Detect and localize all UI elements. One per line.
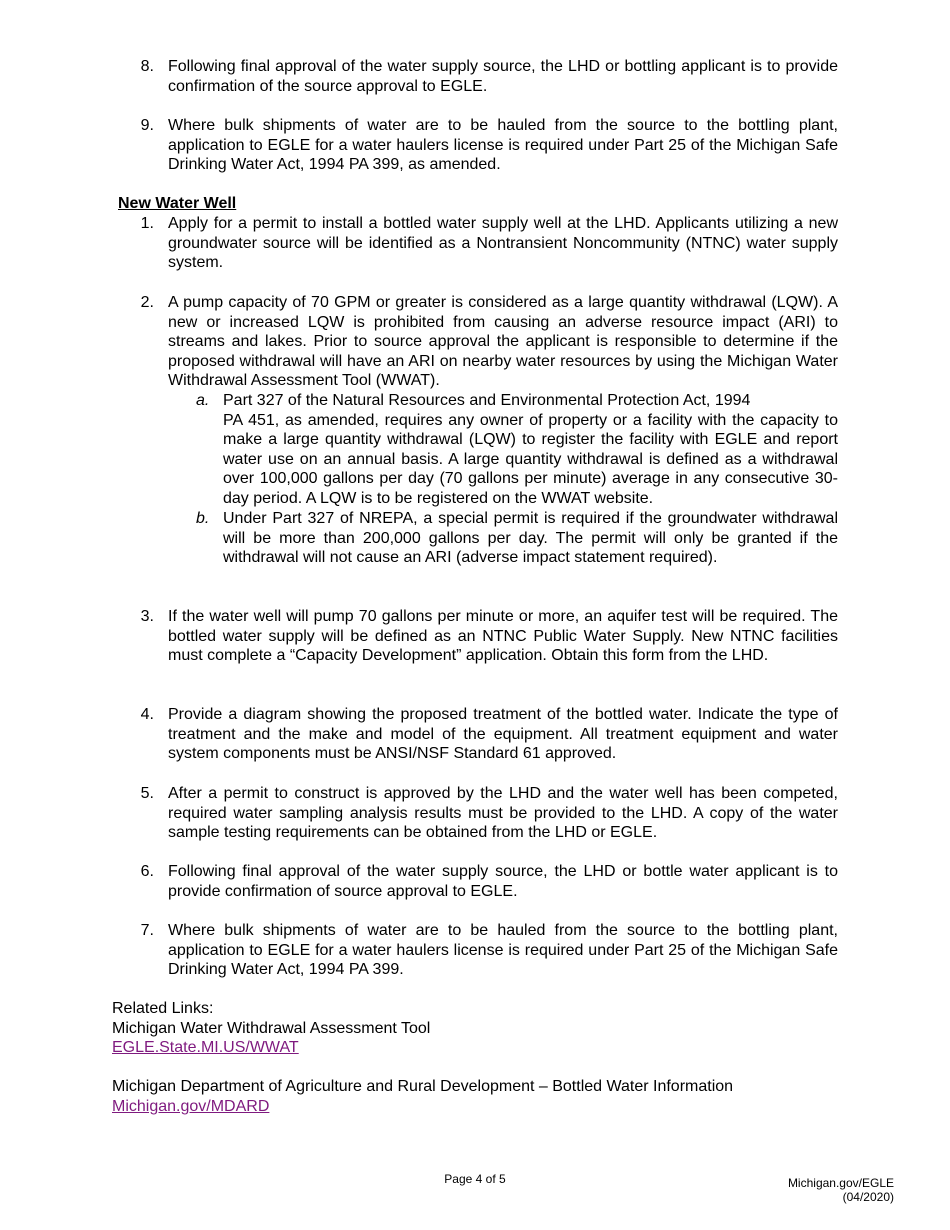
page-number: Page 4 of 5 (444, 1172, 506, 1186)
sublist-item-text: PA 451, as amended, requires any owner of property or a facility with the capacity to make a large quantity withdrawal (LQW) to register the facility with EGLE and report water use on an annual basis. A large quantity withdrawal is defined as a withdrawal over 100,000 gallons per day (70 gallons per minute) average in any consecutive 30-day period. A LQW is to be registered on the WWAT website. (223, 411, 838, 507)
related-links-label: Related Links: (112, 1000, 214, 1017)
sublist-item-text-first-line: Part 327 of the Natural Resources and Environmental Protection Act, 1994 (223, 392, 751, 409)
list-number: 5. (140, 785, 154, 802)
list-number: 9. (140, 117, 154, 134)
mdard-link[interactable]: Michigan.gov/MDARD (112, 1098, 270, 1115)
footer-date: (04/2020) (842, 1190, 894, 1204)
list-number: 8. (140, 58, 154, 75)
list-item-text: Where bulk shipments of water are to be hauled from the source to the bottling plant, application to EGLE for a water haulers license is required under Part 25 of the Michigan Safe Drinking Water Act, 1994 PA 399. (168, 922, 838, 979)
wwat-link[interactable]: EGLE.State.MI.US/WWAT (112, 1039, 299, 1057)
list-item-text: Following final approval of the water supply source, the LHD or bottle water applicant is to provide confirmation of source approval to EGLE. (168, 863, 838, 900)
related-link-title: Michigan Department of Agriculture and Rural Development – Bottled Water Information (112, 1078, 734, 1096)
list-number: 4. (140, 706, 154, 723)
list-item-text: A pump capacity of 70 GPM or greater is considered as a large quantity withdrawal (LQW). A new or increased LQW is prohibited from causing an adverse resource impact (ARI) to streams and lakes. Prior to source approval the applicant is responsible to determine if the proposed withdrawal will have an ARI on nearby water resources by using the Michigan Water Withdrawal Assessment Tool (WWAT). (168, 294, 838, 390)
section-heading: New Water Well (118, 195, 237, 212)
sublist-letter: a. (196, 392, 210, 409)
list-number: 6. (140, 863, 154, 880)
list-item-text: After a permit to construct is approved by the LHD and the water well has been competed, required water sampling analysis results must be provided to the LHD. A copy of the water sample testing requirements can be obtained from the LHD or EGLE. (168, 785, 838, 842)
list-number: 2. (140, 294, 154, 311)
list-item-text: Following final approval of the water supply source, the LHD or bottling applicant is to provide confirmation of the source approval to EGLE. (168, 58, 838, 95)
list-item-text: Where bulk shipments of water are to be hauled from the source to the bottling plant, application to EGLE for a water haulers license is required under Part 25 of the Michigan Safe Drinking Water Act, 1994 PA 399, as amended. (168, 117, 838, 174)
sublist-item-text: Under Part 327 of NREPA, a special permit is required if the groundwater withdrawal will be more than 200,000 gallons per day. The permit will only be granted if the withdrawal will not cause an ARI (adverse impact statement required). (223, 510, 838, 567)
list-item-text: Apply for a permit to install a bottled water supply well at the LHD. Applicants utilizing a new groundwater source will be identified as a Nontransient Noncommunity (NTNC) water supply system. (168, 215, 838, 272)
list-item-text: If the water well will pump 70 gallons per minute or more, an aquifer test will be required. The bottled water supply will be defined as an NTNC Public Water Supply. New NTNC facilities must complete a “Capacity Development” application. Obtain this form from the LHD. (168, 608, 838, 665)
list-number: 7. (140, 922, 154, 939)
related-link-title: Michigan Water Withdrawal Assessment Tool (112, 1019, 431, 1037)
list-item-text: Provide a diagram showing the proposed treatment of the bottled water. Indicate the type of treatment and the make and model of the equipment. All treatment equipment and water system components must be ANSI/NSF Standard 61 approved. (168, 706, 838, 763)
sublist-letter: b. (196, 510, 210, 527)
list-number: 3. (140, 608, 154, 625)
footer-info (788, 1176, 894, 1204)
footer-site: Michigan.gov/EGLE (787, 1176, 894, 1190)
list-number: 1. (140, 215, 154, 232)
